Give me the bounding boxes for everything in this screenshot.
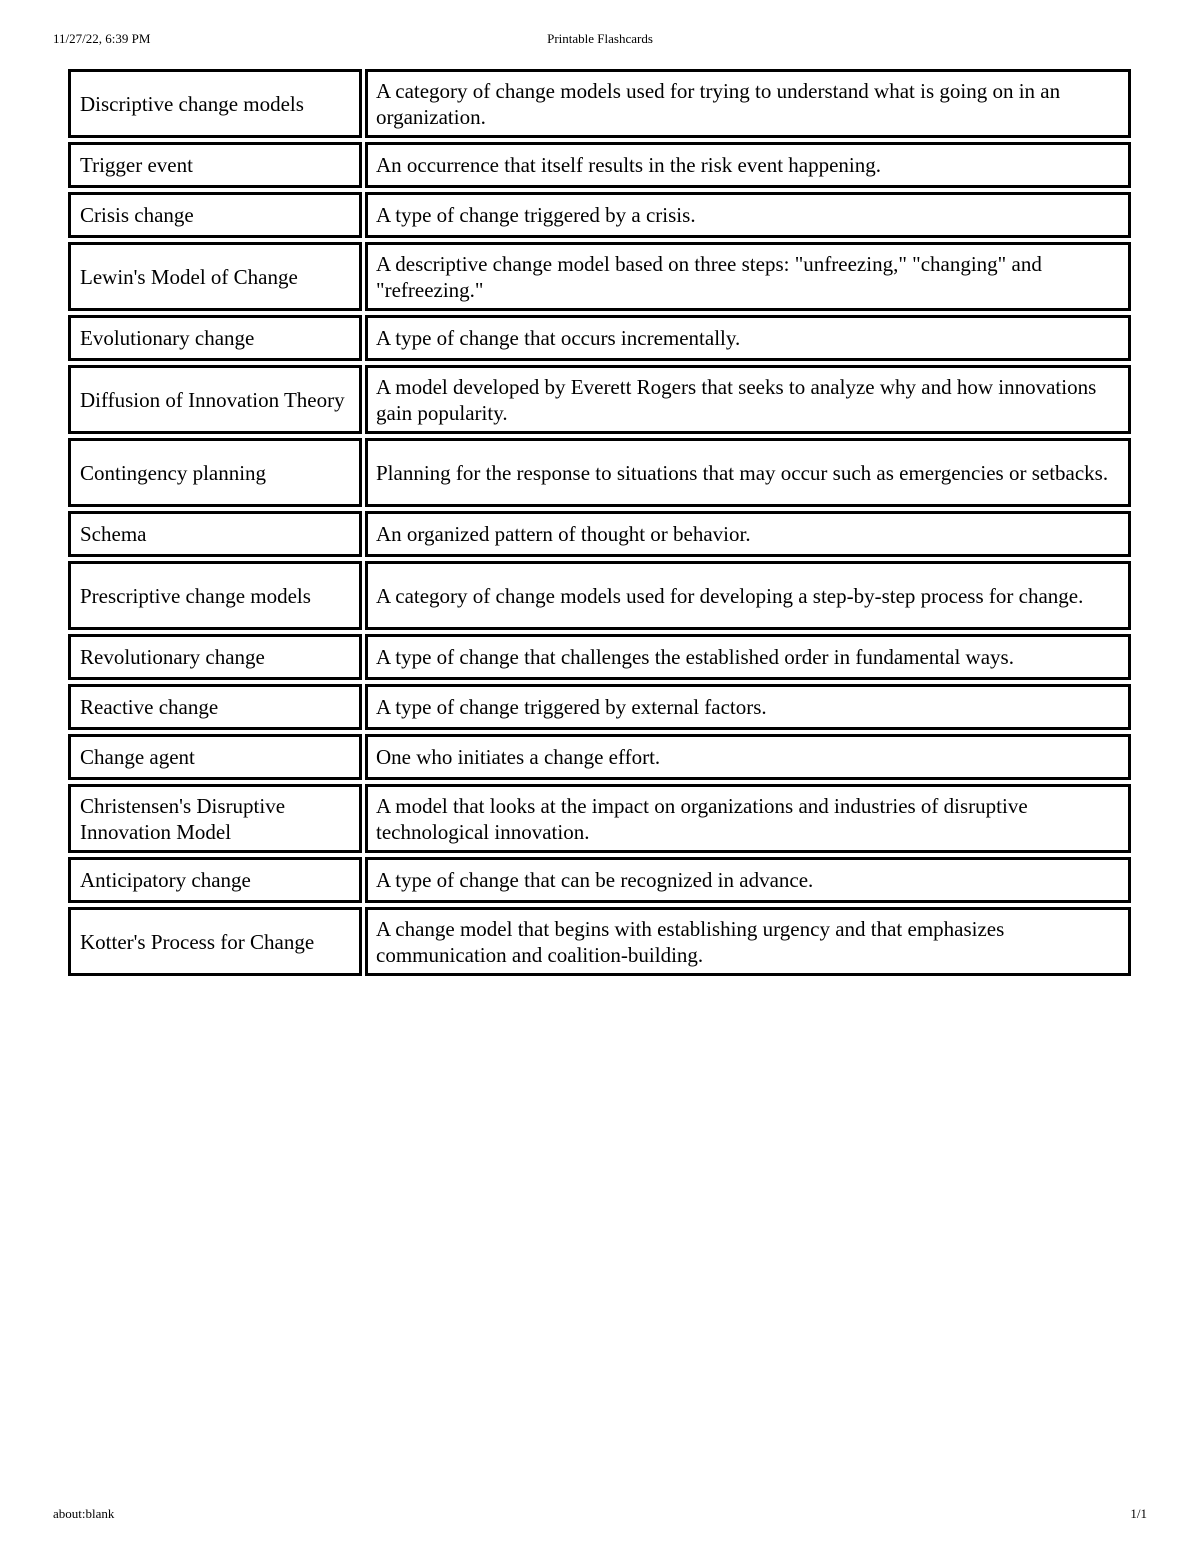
print-url: about:blank (53, 1506, 115, 1521)
flashcard-term: Prescriptive change models (68, 561, 362, 630)
flashcard-term: Reactive change (68, 684, 362, 730)
flashcard-term: Trigger event (68, 142, 362, 188)
flashcard-row (68, 857, 1131, 903)
flashcard-term: Diffusion of Innovation Theory (68, 365, 362, 434)
flashcard-definition: A type of change that can be recognized in advance. (365, 857, 1131, 903)
flashcard-definition: A change model that begins with establishing urgency and that emphasizes communication and coalition-building. (365, 907, 1131, 976)
flashcard-definition: A type of change that challenges the established order in fundamental ways. (365, 634, 1131, 680)
flashcard-definition: A category of change models used for trying to understand what is going on in an organization. (365, 69, 1131, 138)
page-number: 1/1 (1130, 1506, 1147, 1521)
flashcard-row (68, 634, 1131, 680)
flashcards-table (65, 65, 1134, 980)
flashcard-term: Change agent (68, 734, 362, 780)
flashcard-row (68, 784, 1131, 853)
flashcard-term: Schema (68, 511, 362, 557)
flashcard-row (68, 734, 1131, 780)
flashcard-row (68, 907, 1131, 976)
flashcard-term: Contingency planning (68, 438, 362, 507)
flashcard-definition: A type of change that occurs incrementally. (365, 315, 1131, 361)
flashcard-definition: A model developed by Everett Rogers that seeks to analyze why and how innovations gain popularity. (365, 365, 1131, 434)
flashcard-row (68, 438, 1131, 507)
flashcard-definition: An organized pattern of thought or behavior. (365, 511, 1131, 557)
flashcard-row (68, 315, 1131, 361)
flashcard-row (68, 365, 1131, 434)
flashcard-term: Crisis change (68, 192, 362, 238)
flashcard-definition: A type of change triggered by external factors. (365, 684, 1131, 730)
flashcard-row (68, 684, 1131, 730)
flashcard-term: Kotter's Process for Change (68, 907, 362, 976)
flashcard-row (68, 192, 1131, 238)
flashcard-definition: A descriptive change model based on three steps: "unfreezing," "changing" and "refreezing." (365, 242, 1131, 311)
print-footer (53, 1506, 1147, 1524)
flashcard-term: Discriptive change models (68, 69, 362, 138)
flashcard-row (68, 69, 1131, 138)
print-header (53, 31, 1147, 49)
flashcard-definition: One who initiates a change effort. (365, 734, 1131, 780)
flashcard-row (68, 142, 1131, 188)
flashcard-definition: Planning for the response to situations that may occur such as emergencies or setbacks. (365, 438, 1131, 507)
flashcard-term: Anticipatory change (68, 857, 362, 903)
flashcard-definition: An occurrence that itself results in the risk event happening. (365, 142, 1131, 188)
flashcard-term: Lewin's Model of Change (68, 242, 362, 311)
flashcard-term: Christensen's Disruptive Innovation Model (68, 784, 362, 853)
flashcard-definition: A type of change triggered by a crisis. (365, 192, 1131, 238)
flashcard-row (68, 561, 1131, 630)
flashcard-term: Evolutionary change (68, 315, 362, 361)
flashcard-definition: A category of change models used for developing a step-by-step process for change. (365, 561, 1131, 630)
flashcard-definition: A model that looks at the impact on organizations and industries of disruptive technological innovation. (365, 784, 1131, 853)
flashcard-term: Revolutionary change (68, 634, 362, 680)
print-title: Printable Flashcards (547, 31, 653, 46)
flashcard-row (68, 511, 1131, 557)
print-datetime: 11/27/22, 6:39 PM (53, 31, 151, 46)
flashcard-row (68, 242, 1131, 311)
